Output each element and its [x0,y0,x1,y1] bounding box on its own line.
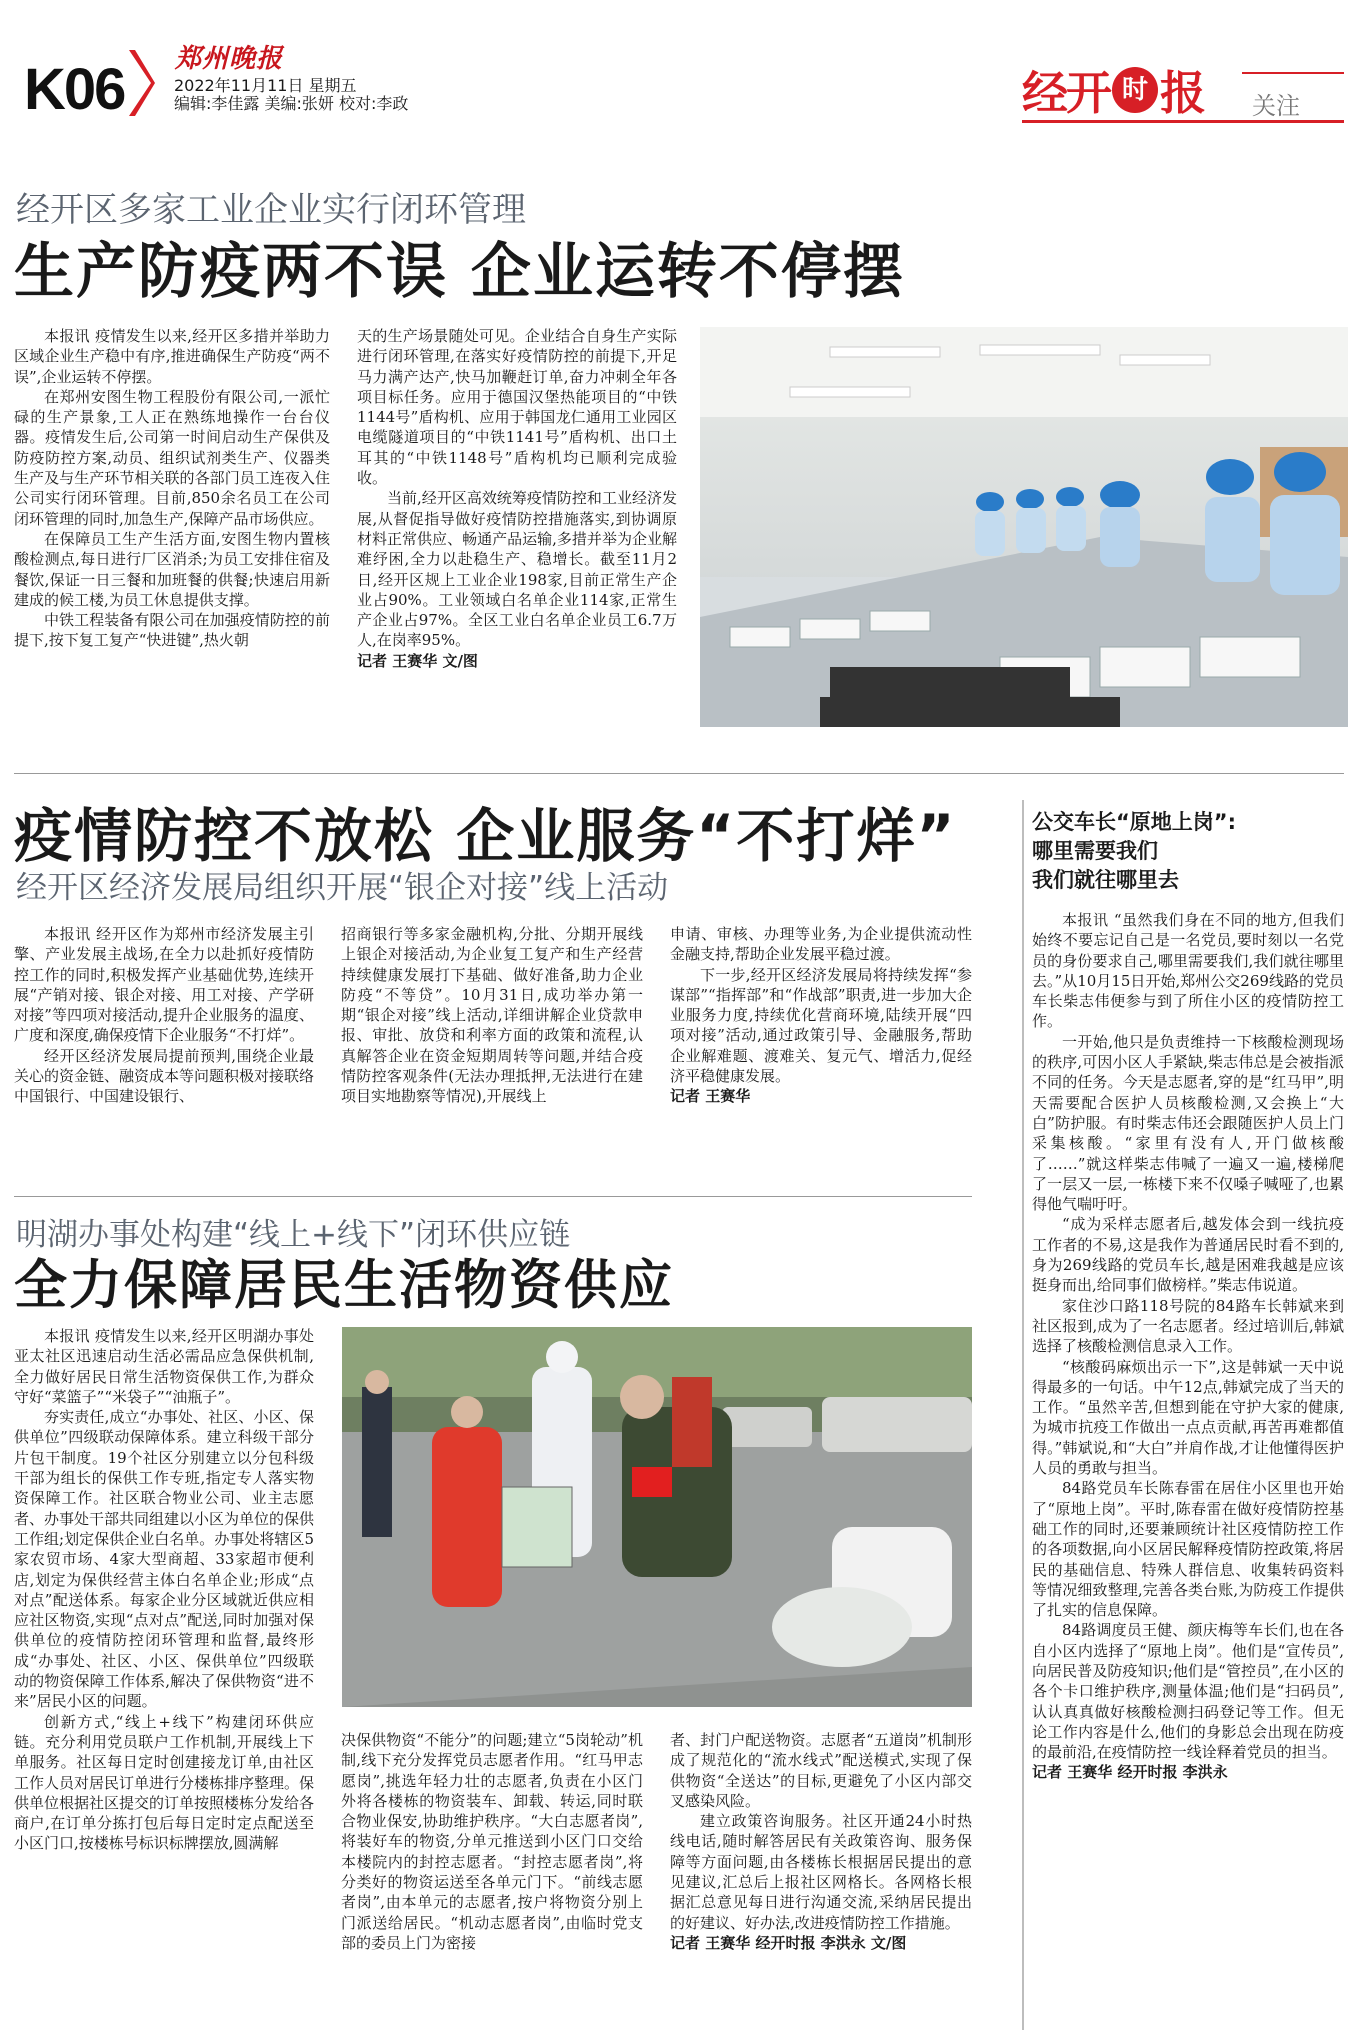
sidebar-headline-line: 我们就往哪里去 [1032,868,1179,892]
section-divider [14,1196,972,1197]
paragraph: 决保供物资“不能分”的问题;建立“5岗轮动”机制,线下充分发挥党员志愿者作用。“红马甲志愿岗”,挑选年轻力壮的志愿者,负责在小区门外将各楼栋的物资装车、卸载、转运,同时联合物业保安,协助维护秩序。“大白志愿者岗”,将装好车的物资,分单元推送到小区门口交给本楼院内的封控志愿者。“封控志愿者岗”,将分类好的物资运送至各单元门下。“前线志愿者岗”,由本单元的志愿者,按户将物资分别上门派送给居民。“机动志愿者岗”,由临时党支部的委员上门为密接 [341,1731,643,1952]
section-label: 关注 [1252,92,1300,120]
editors-credit: 编辑:李佳露 美编:张妍 校对:李政 [174,94,409,113]
paragraph: 本报讯 疫情发生以来,经开区多措并举助力区域企业生产稳中有序,推进确保生产防疫“两不误”,企业运转不停摆。 [14,327,330,386]
article3-column-1 [14,1326,314,1854]
article2-column-1 [14,924,314,1107]
paragraph: 家住沙口路118号院的84路车长韩斌来到社区报到,成为了一名志愿者。经过培训后,韩斌选择了核酸检测信息录入工作。 [1032,1296,1344,1356]
article3-byline: 记者 王赛华 经开时报 李洪永 文/图 [670,1933,907,1952]
paragraph: 者、封门户配送物资。志愿者“五道岗”机制形成了规范化的“流水线式”配送模式,实现了保供物资“全送达”的目标,更避免了小区内部交叉感染风险。 [670,1731,972,1810]
article3-kicker: 明湖办事处构建“线上+线下”闭环供应链 [16,1217,571,1253]
article1-byline: 记者 王赛华 文/图 [357,651,478,670]
header-rule [1022,120,1344,123]
paragraph: 在保障员工生产生活方面,安图生物内置核酸检测点,每日进行厂区消杀;为员工安排住宿及餐饮,保证一日三餐和加班餐的供餐;快速启用新建成的候工楼,为员工休息提供支撑。 [14,529,330,609]
paragraph: 下一步,经开区经济发展局将持续发挥“参谋部”“指挥部”和“作战部”职责,进一步加大企业服务力度,持续优化营商环境,陆续开展“四项对接”活动,通过政策引导、金融服务,帮助企业解难题、渡难关、复元气、增活力,促经济平稳健康发展。 [670,965,972,1086]
article3-column-3 [670,1730,972,1953]
paragraph: 招商银行等多家金融机构,分批、分期开展线上银企对接活动,为企业复工复产和生产经营持续健康发展打下基础、做好准备,助力企业防疫“不等贷”。10月31日,成功举办第一期“银企对接”线上活动,详细讲解企业贷款申报、审批、放贷和利率方面的政策和流程,认真解答企业在资金短期周转等问题,并结合疫情防控客观条件(无法办理抵押,无法进行在建项目实地勘察等情况),开展线上 [341,925,643,1106]
paragraph: 84路党员车长陈春雷在居住小区里也开始了“原地上岗”。平时,陈春雷在做好疫情防控基础工作的同时,还要兼顾统计社区疫情防控工作的各项数据,向小区居民解释疫情防控政策,将居民的基础信息、特殊人群信息、收集转码资料等情况细致整理,完善各类台账,为防疫工作提供了扎实的信息保障。 [1032,1479,1344,1620]
newspaper-logo: 郑州晚报 [175,44,284,74]
paragraph: 夯实责任,成立“办事处、社区、小区、保供单位”四级联动保障体系。建立科级干部分片包干制度。19个社区分别建立以分包科级干部为组长的保供工作专班,指定专人落实物资保障工作。社区联合物业公司、业主志愿者、办事处干部共同组建以小区为单位的保供工作组;划定保供企业白名单。办事处将辖区5家农贸市场、4家大型商超、33家超市便利店,划定为保供经营主体白名单企业;形成“点对点”配送体系。每家企业分区域就近供应相应社区物资,实现“点对点”配送,同时加强对保供单位的疫情防控闭环管理和监督,最终形成“办事处、社区、小区、保供单位”四级联动的物资保障工作体系,解决了保供物资“进不来”居民小区的问题。 [14,1408,315,1711]
article2-headline: 疫情防控不放松 企业服务“不打烊” [14,802,957,870]
paragraph: “成为采样志愿者后,越发体会到一线抗疫工作者的不易,这是我作为普通居民时看不到的,身为269线路的党员车长,越是困难我越是应该挺身而出,给同事们做榜样。”柴志伟说道。 [1032,1215,1344,1295]
sidebar-headline [1032,808,1344,895]
paragraph: 一开始,他只是负责维持一下核酸检测现场的秩序,可因小区人手紧缺,柴志伟总是会被指派不同的任务。今天是志愿者,穿的是“红马甲”,明天需要配合医护人员核酸检测,又会换上“大白”防护服。有时柴志伟还会跟随医护人员上门采集核酸。“家里有没有人,开门做核酸了……”就这样柴志伟喊了一遍又一遍,楼梯爬了一层又一层,一栋楼下来不仅嗓子喊哑了,也累得他气喘吁吁。 [1032,1032,1344,1214]
sidebar-byline: 记者 王赛华 经开时报 李洪永 [1032,1763,1228,1782]
section-brand [1022,60,1204,120]
sidebar-body [1032,910,1344,1782]
sidebar-rule [1022,800,1024,2030]
paragraph: 天的生产场景随处可见。企业结合自身生产实际进行闭环管理,在落实好疫情防控的前提下,开足马力满产达产,快马加鞭赶订单,奋力冲刺全年各项目标任务。应用于德国汉堡热能项目的“中铁1144号”盾构机、应用于韩国龙仁通用工业园区电缆隧道项目的“中铁1141号”盾构机、出口土耳其的“中铁1148号”盾构机均已顺利完成验收。 [357,327,677,488]
article1-column-1 [14,326,330,651]
header-rule-top [1242,72,1344,74]
section-brand-circle: 时 [1112,67,1158,113]
paragraph: 当前,经开区高效统筹疫情防控和工业经济发展,从督促指导做好疫情防控措施落实,到协调原材料正常供应、畅通产品运输,多措并举为企业解难纾困,全力以赴稳生产、稳增长。截至11月2日,经开区规上工业企业198家,目前正常生产企业占90%。工业领域白名单企业114家,正常生产企业占97%。全区工业白名单企业员工6.7万人,在岗率95%。 [357,489,677,650]
paragraph: 在郑州安图生物工程股份有限公司,一派忙碌的生产景象,工人正在熟练地操作一台台仪器。疫情发生后,公司第一时间启动生产保供及防疫防控方案,动员、组织试剂类生产、仪器类生产及与生产环节相关联的各部门员工连夜入住公司实行闭环管理。目前,850余名员工在公司闭环管理的同时,加急生产,保障产品市场供应。 [14,387,330,528]
article1-headline: 生产防疫两不误 企业运转不停摆 [14,237,905,307]
factory-workers-photo [700,327,1348,727]
article2-column-2 [341,924,643,1107]
article3-headline: 全力保障居民生活物资供应 [14,1255,674,1316]
section-brand-right: 报 [1160,66,1204,120]
issue-date: 2022年11月11日 星期五 [174,76,357,95]
paragraph: 建立政策咨询服务。社区开通24小时热线电话,随时解答居民有关政策咨询、服务保障等方面问题,由各楼栋长根据居民提出的意见建议,汇总后上报社区网格长。各网格长根据汇总意见每日进行沟通交流,采纳居民提出的好建议、好办法,改进疫情防控工作措施。 [670,1812,972,1932]
article1-column-2 [357,326,677,671]
sidebar-headline-line: 哪里需要我们 [1032,839,1158,863]
section-brand-left: 经开 [1022,66,1110,120]
paragraph: 申请、审核、办理等业务,为企业提供流动性金融支持,帮助企业发展平稳过渡。 [670,925,972,964]
paragraph: 中铁工程装备有限公司在加强疫情防控的前提下,按下复工复产“快进键”,热火朝 [14,611,330,650]
article3-column-2 [341,1730,643,1953]
volunteers-delivery-photo [342,1327,972,1707]
paragraph: 本报讯 经开区作为郑州市经济发展主引擎、产业发展主战场,在全力以赴抓好疫情防控工作的同时,积极发挥产业基础优势,连续开展“产销对接、银企对接、用工对接、产学研对接”等四项对接活动,提升企业服务的温度、广度和深度,确保疫情下企业服务“不打烊”。 [14,925,314,1045]
article2-byline: 记者 王赛华 [670,1087,751,1106]
page-number: K06 [24,57,125,122]
article2-subtitle: 经开区经济发展局组织开展“银企对接”线上活动 [16,870,669,906]
page-slash-mark [125,50,155,116]
article1-kicker: 经开区多家工业企业实行闭环管理 [16,190,526,230]
paragraph: 经开区经济发展局提前预判,围绕企业最关心的资金链、融资成本等问题积极对接联络中国银行、中国建设银行、 [14,1046,315,1106]
paragraph: 本报讯 “虽然我们身在不同的地方,但我们始终不要忘记自己是一名党员,要时刻以一名党员的身份要求自己,哪里需要我们,我们就往哪里去。”从10月15日开始,郑州公交269线路的党员车长柴志伟便参与到了所住小区的疫情防控工作。 [1032,911,1344,1031]
section-divider [14,773,1344,774]
paragraph: 84路调度员王健、颜庆梅等车长们,也在各自小区内选择了“原地上岗”。他们是“宣传员”,向居民普及防疫知识;他们是“管控员”,在小区的各个卡口维护秩序,测量体温;他们是“扫码员”,认认真真做好核酸检测扫码登记等工作。但无论工作内容是什么,他们的身影总会出现在防疫的最前沿,在疫情防控一线诠释着党员的担当。 [1032,1621,1344,1762]
paragraph: 本报讯 疫情发生以来,经开区明湖办事处亚太社区迅速启动生活必需品应急保供机制,全力做好居民日常生活物资保供工作,为群众守好“菜篮子”“米袋子”“油瓶子”。 [14,1327,314,1406]
paragraph: 创新方式,“线上+线下”构建闭环供应链。充分利用党员联户工作机制,开展线上下单服务。社区每日定时创建接龙订单,由社区工作人员对居民订单进行分楼栋排序整理。保供单位根据社区提交的订单按照楼栋分发给各商户,在订单分拣打包后每日定时定点配送至小区门口,按楼栋号标识标牌摆放,圆满解 [14,1712,315,1853]
article2-column-3 [670,924,972,1106]
sidebar-headline-line: 公交车长“原地上岗”: [1032,810,1237,834]
paragraph: “核酸码麻烦出示一下”,这是韩斌一天中说得最多的一句话。中午12点,韩斌完成了当天的工作。“虽然辛苦,但想到能在守护大家的健康,为城市抗疫工作做出一点点贡献,再苦再难都值得。”韩斌说,和“大白”并肩作战,才让他懂得医护人员的勇敢与担当。 [1032,1357,1344,1478]
